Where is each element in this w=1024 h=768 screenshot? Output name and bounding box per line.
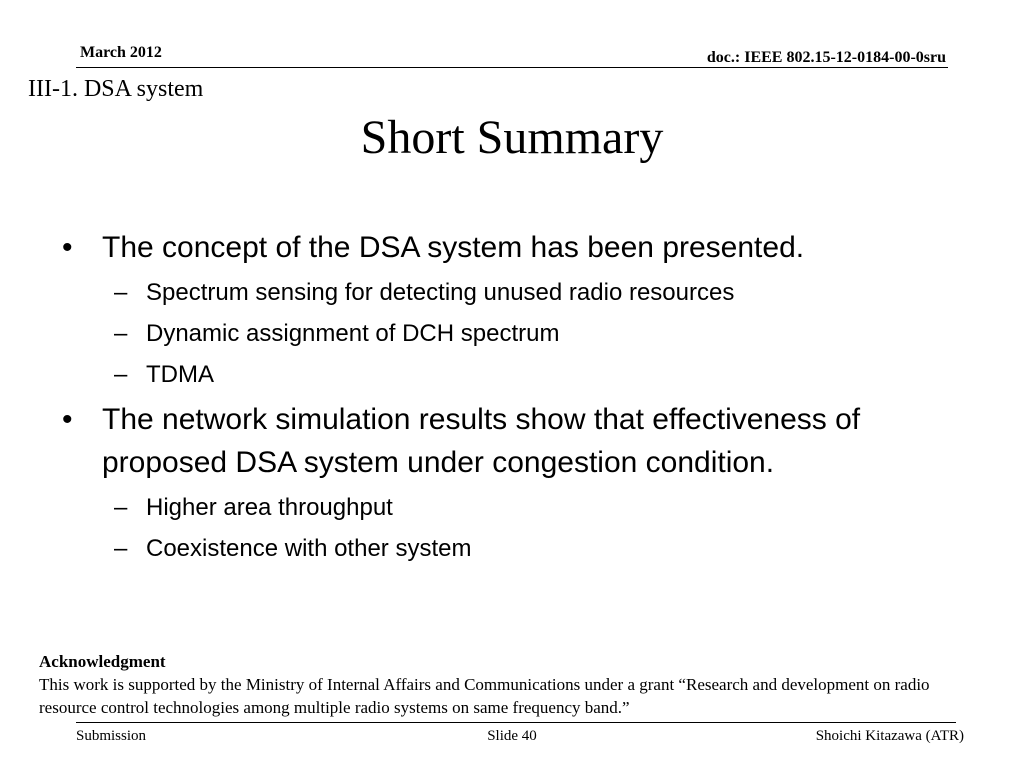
bullet-text: The network simulation results show that effectiveness of proposed DSA system under congestion condition. [102, 403, 861, 479]
sub-bullet-item [62, 490, 962, 526]
sub-bullet-marker: – [114, 494, 128, 521]
header-doc-id: doc.: IEEE 802.15-12-0184-00-0sru [706, 49, 946, 66]
sub-bullet-marker: – [114, 320, 128, 347]
header-divider [76, 67, 948, 68]
sub-bullet-marker: – [114, 361, 128, 388]
bullet-item [62, 226, 962, 269]
sub-bullet-text: Dynamic assignment of DCH spectrum [146, 320, 560, 347]
sub-bullet-item [62, 316, 962, 352]
sub-bullet-marker: – [114, 279, 128, 306]
bullet-marker: • [62, 403, 73, 436]
section-label: III-1. DSA system [28, 76, 204, 102]
bullet-list [62, 226, 962, 572]
footer-slide-number: Slide 40 [487, 728, 537, 744]
slide-title: Short Summary [360, 111, 664, 164]
header-date: March 2012 [80, 44, 162, 61]
footer-divider [76, 722, 956, 723]
sub-bullet-item [62, 531, 962, 567]
sub-bullet-item [62, 357, 962, 393]
bullet-marker: • [62, 231, 73, 264]
sub-bullet-text: Higher area throughput [146, 494, 393, 521]
acknowledgment-title: Acknowledgment [39, 652, 166, 671]
sub-bullet-text: Spectrum sensing for detecting unused radio resources [146, 279, 735, 306]
bullet-text: The concept of the DSA system has been presented. [102, 231, 805, 264]
sub-bullet-text: TDMA [146, 361, 214, 388]
sub-bullet-text: Coexistence with other system [146, 535, 472, 562]
acknowledgment-body: This work is supported by the Ministry of Internal Affairs and Communications under a grant “Research and development on radio resource control technologies among multiple radio systems on same frequency band.” [39, 675, 930, 717]
sub-bullet-item [62, 275, 962, 311]
footer-author: Shoichi Kitazawa (ATR) [815, 728, 964, 744]
sub-bullet-marker: – [114, 535, 128, 562]
acknowledgment-block [39, 650, 939, 719]
bullet-item [62, 398, 962, 484]
footer-submission: Submission [76, 728, 147, 744]
